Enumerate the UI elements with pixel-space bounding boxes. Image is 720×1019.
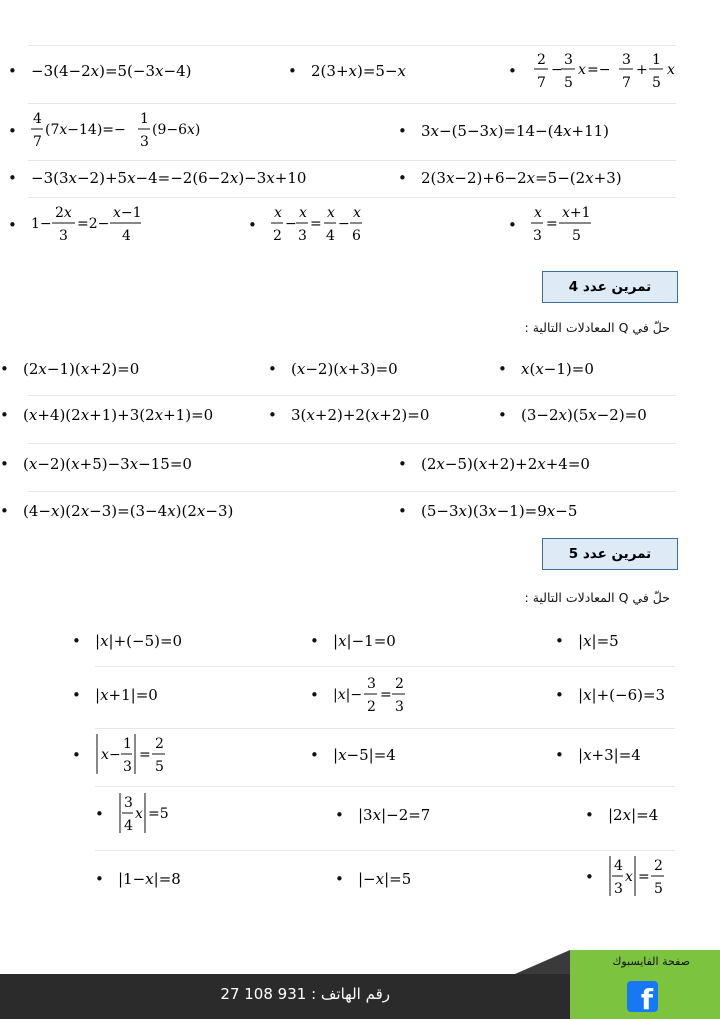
svg-text:|−x|=5: |−x|=5 xyxy=(357,870,412,888)
svg-text:x: x xyxy=(666,62,675,78)
equation: • (2x−5)(x+2)+2x+4=0 xyxy=(398,449,621,479)
equation-render xyxy=(578,742,658,768)
equation-render xyxy=(31,106,231,156)
svg-text:(7x−14)=−: (7x−14)=− xyxy=(44,122,126,138)
equation: • (5−3x)(3x−1)=9x−5 xyxy=(398,496,601,526)
svg-text:7: 7 xyxy=(32,134,42,150)
svg-text:−: − xyxy=(108,747,121,763)
svg-text:|x|−1=0: |x|−1=0 xyxy=(332,632,396,650)
svg-text:1: 1 xyxy=(139,111,149,127)
equation-render xyxy=(421,165,661,191)
svg-text:6: 6 xyxy=(351,228,361,244)
equation: • |2x|=4 xyxy=(585,800,678,830)
equation-render xyxy=(291,402,471,428)
equation-render xyxy=(421,451,621,477)
svg-text:2: 2 xyxy=(154,736,164,752)
svg-text:(x−2)(x+5)−3x−15=0: (x−2)(x+5)−3x−15=0 xyxy=(22,455,192,473)
svg-text:x: x xyxy=(298,205,307,221)
equation: • |3x|−2=7 xyxy=(335,800,448,830)
equation: • 4 3 x = 2 5 xyxy=(585,852,688,902)
equation-render xyxy=(578,628,638,654)
svg-text:2: 2 xyxy=(653,858,663,874)
equation: • 1− 2x 3 =2− x−1 4 xyxy=(8,200,171,250)
equation-render xyxy=(23,402,243,428)
equation-render xyxy=(118,866,198,892)
svg-text:|x+1|=0: |x+1|=0 xyxy=(94,686,158,704)
equation: • |x+3|=4 xyxy=(555,740,658,770)
equation-render xyxy=(95,730,185,780)
svg-text:2: 2 xyxy=(394,676,404,692)
svg-text:3x−(5−3x)=14−(4x+11): 3x−(5−3x)=14−(4x+11) xyxy=(420,122,609,140)
equation-render xyxy=(521,402,681,428)
svg-text:|3x|−2=7: |3x|−2=7 xyxy=(357,806,431,824)
svg-text:x: x xyxy=(273,205,282,221)
svg-text:−: − xyxy=(550,62,563,78)
svg-text:1: 1 xyxy=(651,52,661,68)
svg-text:7: 7 xyxy=(536,75,546,91)
exercise-5-instruction: حلّ في Q المعادلات التالية : xyxy=(524,590,670,605)
svg-text:3: 3 xyxy=(139,134,149,150)
svg-text:4: 4 xyxy=(123,818,133,834)
equation: • x − 1 3 = 2 5 xyxy=(72,730,185,780)
svg-text:|x−5|=4: |x−5|=4 xyxy=(332,746,396,764)
svg-text:1−: 1− xyxy=(30,216,52,232)
equation: • 2(3x−2)+6−2x=5−(2x+3) xyxy=(398,163,661,193)
svg-text:=: = xyxy=(637,869,650,885)
equation: • 3(x+2)+2(x+2)=0 xyxy=(268,400,471,430)
svg-text:1: 1 xyxy=(122,736,132,752)
equation: • x 2 − x 3 = x 4 − x 6 xyxy=(248,200,391,250)
phone-number: 27 108 931 xyxy=(220,985,307,1003)
equation: • (x−2)(x+3)=0 xyxy=(268,354,431,384)
equation: • (x+4)(2x+1)+3(2x+1)=0 xyxy=(0,400,243,430)
svg-text:x: x xyxy=(134,806,143,822)
equation: • x 3 = x+1 5 xyxy=(508,200,631,250)
equation-render xyxy=(23,356,183,382)
equation-render xyxy=(608,852,688,902)
equation: • (x−2)(x+5)−3x−15=0 xyxy=(0,449,223,479)
equation-render xyxy=(271,200,391,250)
svg-text:−3(4−2x)=5(−3x−4): −3(4−2x)=5(−3x−4) xyxy=(30,62,192,80)
svg-text:=: = xyxy=(309,216,322,232)
facebook-page-label: صفحة الفايسبوك xyxy=(612,955,690,968)
equation-render xyxy=(31,200,171,250)
svg-text:3: 3 xyxy=(621,52,631,68)
svg-text:3: 3 xyxy=(563,52,573,68)
equation: • −3(3x−2)+5x−4=−2(6−2x)−3x+10 xyxy=(8,163,331,193)
svg-text:x: x xyxy=(100,747,109,763)
equation: • |x−5|=4 xyxy=(310,740,413,770)
svg-text:|1−x|=8: |1−x|=8 xyxy=(117,870,181,888)
svg-text:(2x−1)(x+2)=0: (2x−1)(x+2)=0 xyxy=(22,360,140,378)
footer-decoration xyxy=(515,950,570,974)
equation-render xyxy=(23,498,263,524)
equation-render xyxy=(31,58,211,84)
equation: • |−x|=5 xyxy=(335,864,428,894)
svg-text:(x+4)(2x+1)+3(2x+1)=0: (x+4)(2x+1)+3(2x+1)=0 xyxy=(22,406,214,424)
svg-text:3: 3 xyxy=(123,795,133,811)
svg-text:2(3+x)=5−x: 2(3+x)=5−x xyxy=(310,62,406,80)
equation-render xyxy=(521,356,621,382)
equation: • |x|+(−6)=3 xyxy=(555,680,688,710)
svg-text:3: 3 xyxy=(58,228,68,244)
exercise-4-instruction: حلّ في Q المعادلات التالية : xyxy=(524,320,670,335)
equation-render xyxy=(333,742,413,768)
equation: • 3x−(5−3x)=14−(4x+11) xyxy=(398,116,641,146)
svg-text:x: x xyxy=(533,205,542,221)
svg-text:5: 5 xyxy=(651,75,661,91)
svg-text:2: 2 xyxy=(536,52,546,68)
equation: • x(x−1)=0 xyxy=(498,354,621,384)
equation-render xyxy=(31,165,331,191)
svg-text:(5−3x)(3x−1)=9x−5: (5−3x)(3x−1)=9x−5 xyxy=(420,502,578,520)
svg-text:5: 5 xyxy=(653,881,663,897)
svg-text:2(3x−2)+6−2x=5−(2x+3): 2(3x−2)+6−2x=5−(2x+3) xyxy=(420,169,622,187)
svg-text:|x|=5: |x|=5 xyxy=(577,632,619,650)
equation: • 3 4 x =5 xyxy=(95,789,198,839)
svg-text:x: x xyxy=(624,869,633,885)
svg-text:2: 2 xyxy=(272,228,282,244)
svg-text:5: 5 xyxy=(154,759,164,775)
svg-text:2: 2 xyxy=(366,699,376,715)
svg-text:4: 4 xyxy=(32,111,42,127)
equation: • (4−x)(2x−3)=(3−4x)(2x−3) xyxy=(0,496,263,526)
equation: • −3(4−2x)=5(−3x−4) xyxy=(8,56,211,86)
equation-render xyxy=(358,866,428,892)
equation: • 4 7 (7x−14)=− 1 3 (9−6x) xyxy=(8,106,231,156)
equation-render xyxy=(333,628,413,654)
svg-text:3: 3 xyxy=(532,228,542,244)
svg-text:4: 4 xyxy=(325,228,335,244)
svg-text:|x|+(−5)=0: |x|+(−5)=0 xyxy=(94,632,182,650)
equation-render xyxy=(421,498,601,524)
svg-text:(3−2x)(5x−2)=0: (3−2x)(5x−2)=0 xyxy=(520,406,647,424)
svg-text:=: = xyxy=(379,687,392,703)
svg-text:3: 3 xyxy=(122,759,132,775)
phone-line xyxy=(190,985,390,1003)
svg-text:x−1: x−1 xyxy=(112,205,142,221)
equation-render xyxy=(311,58,431,84)
exercise-5-title: تمرين عدد 5 xyxy=(542,538,678,570)
svg-text:−3(3x−2)+5x−4=−2(6−2x)−3x+10: −3(3x−2)+5x−4=−2(6−2x)−3x+10 xyxy=(30,169,307,187)
svg-text:|x+3|=4: |x+3|=4 xyxy=(577,746,641,764)
svg-text:x+1: x+1 xyxy=(561,205,591,221)
equation-render xyxy=(608,802,678,828)
equation: • |1−x|=8 xyxy=(95,864,198,894)
svg-text:3: 3 xyxy=(394,699,404,715)
svg-text:|2x|=4: |2x|=4 xyxy=(607,806,659,824)
svg-text:=: = xyxy=(138,747,151,763)
equation: • 2(3+x)=5−x xyxy=(288,56,431,86)
svg-text:3: 3 xyxy=(613,881,623,897)
equation: • |x|=5 xyxy=(555,626,638,656)
svg-text:4: 4 xyxy=(121,228,131,244)
svg-text:(2x−5)(x+2)+2x+4=0: (2x−5)(x+2)+2x+4=0 xyxy=(420,455,590,473)
equation: • (2x−1)(x+2)=0 xyxy=(0,354,183,384)
facebook-icon[interactable]: f xyxy=(627,981,658,1012)
equation: • |x|+(−5)=0 xyxy=(72,626,205,656)
svg-text:|x|−: |x|− xyxy=(332,687,362,703)
equation-render xyxy=(95,628,205,654)
equation: • |x|− 3 2 = 2 3 xyxy=(310,670,423,720)
svg-text:(x−2)(x+3)=0: (x−2)(x+3)=0 xyxy=(290,360,398,378)
equation-render xyxy=(95,682,175,708)
svg-text:7: 7 xyxy=(621,75,631,91)
svg-text:−: − xyxy=(284,216,297,232)
svg-text:2x: 2x xyxy=(54,205,72,221)
equation-render xyxy=(531,200,631,250)
equation: • |x+1|=0 xyxy=(72,680,175,710)
equation-render xyxy=(118,789,198,839)
svg-text:−: − xyxy=(337,216,350,232)
exercise-4-title: تمرين عدد 4 xyxy=(542,271,678,303)
svg-text:(9−6x): (9−6x) xyxy=(151,122,201,138)
phone-label: رقم الهاتف : xyxy=(311,985,390,1003)
svg-text:x: x xyxy=(352,205,361,221)
svg-text:+: + xyxy=(635,62,648,78)
svg-text:x(x−1)=0: x(x−1)=0 xyxy=(520,360,594,378)
svg-text:x: x xyxy=(326,205,335,221)
equation-render xyxy=(421,118,641,144)
equation-render xyxy=(333,670,423,720)
svg-text:5: 5 xyxy=(563,75,573,91)
equation-render xyxy=(23,451,223,477)
svg-text:5: 5 xyxy=(571,228,581,244)
equation-render xyxy=(578,682,688,708)
equation: • |x|−1=0 xyxy=(310,626,413,656)
equation-render xyxy=(358,802,448,828)
svg-text:3: 3 xyxy=(366,676,376,692)
svg-text:(4−x)(2x−3)=(3−4x)(2x−3): (4−x)(2x−3)=(3−4x)(2x−3) xyxy=(22,502,234,520)
equation: • 2 7 − 3 5 x =− 3 7 + 1 5 x xyxy=(508,46,691,96)
svg-text:3(x+2)+2(x+2)=0: 3(x+2)+2(x+2)=0 xyxy=(290,406,430,424)
svg-text:=: = xyxy=(545,216,558,232)
svg-text:3: 3 xyxy=(297,228,307,244)
svg-text:4: 4 xyxy=(613,858,623,874)
equation: • (3−2x)(5x−2)=0 xyxy=(498,400,681,430)
equation-render xyxy=(531,46,691,96)
svg-text:|x|+(−6)=3: |x|+(−6)=3 xyxy=(577,686,665,704)
svg-text:x: x xyxy=(577,62,586,78)
svg-text:=−: =− xyxy=(586,62,611,78)
equation-render xyxy=(291,356,431,382)
svg-text:=2−: =2− xyxy=(76,216,110,232)
svg-text:=5: =5 xyxy=(147,806,169,822)
